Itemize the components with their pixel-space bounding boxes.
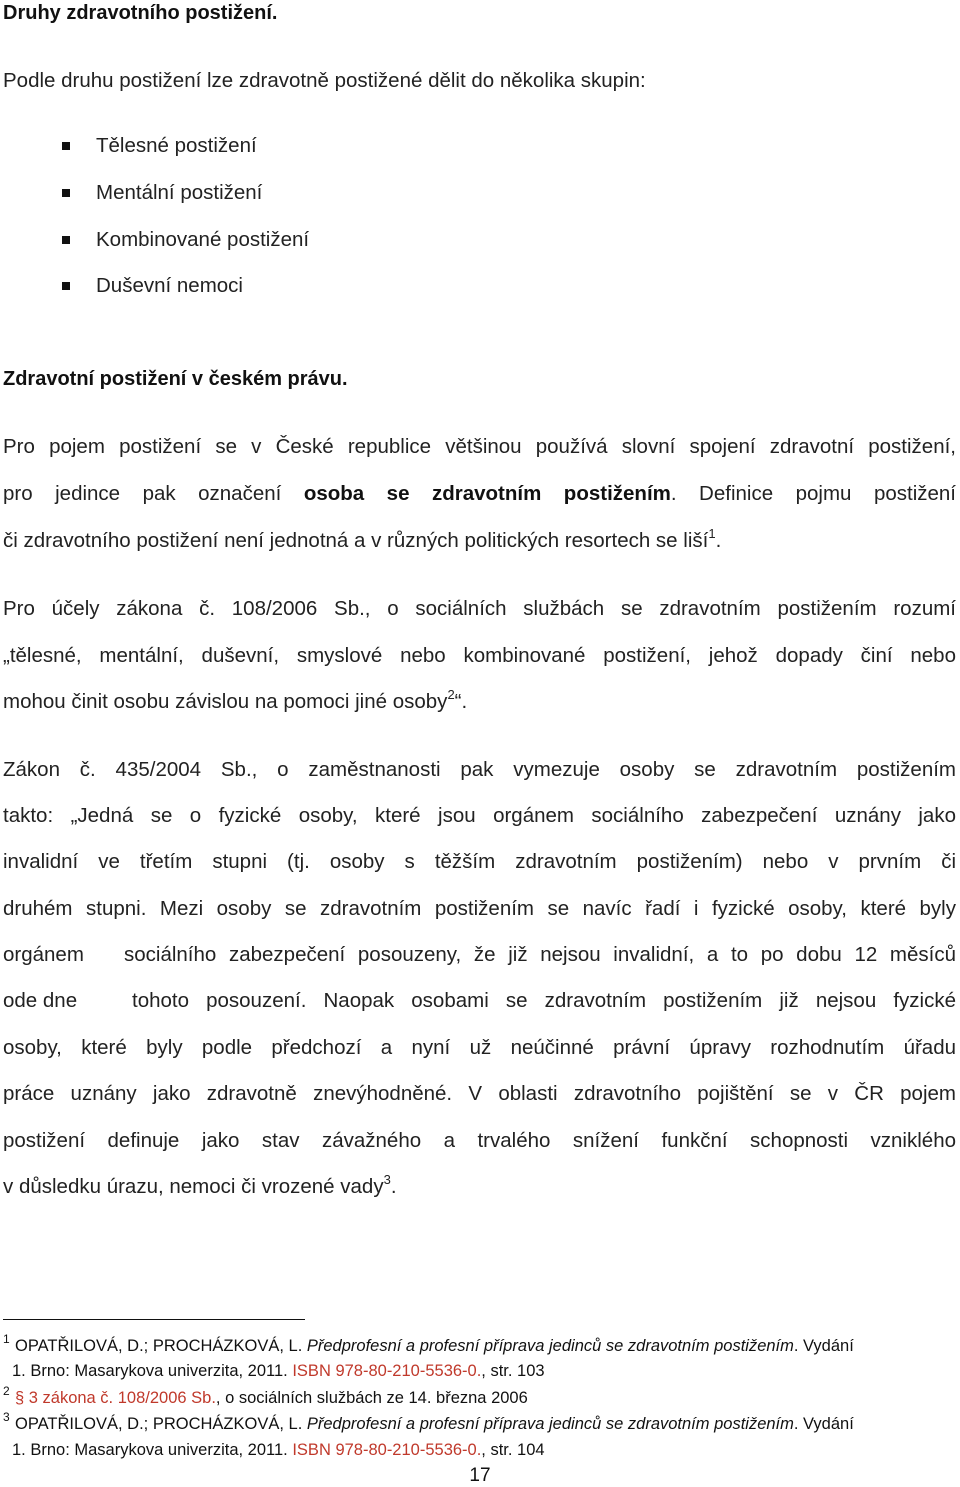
paragraph-3-line-3: invalidní ve třetím stupni (tj. osoby s těžším zdravotním postižením) nebo v prvním či (3, 850, 956, 873)
footnote-ref-1[interactable]: 1 (708, 526, 716, 541)
square-bullet-icon (62, 236, 70, 244)
footnote-ref-2[interactable]: 2 (447, 687, 455, 702)
paragraph-2-line-2: „tělesné, mentální, duševní, smyslové nebo kombinované postižení, jehož dopady činí nebo (3, 644, 956, 667)
footnote-ref-3[interactable]: 3 (383, 1172, 391, 1187)
paragraph-3-line-1: Zákon č. 435/2004 Sb., o zaměstnanosti pak vymezuje osoby se zdravotním postižením (3, 758, 956, 781)
isbn-link[interactable]: ISBN 978-80-210-5536-0. (292, 1441, 482, 1459)
footnote-separator (3, 1319, 305, 1320)
paragraph-3-line-7: osoby, které byly podle předchozí a nyní už neúčinné právní úpravy rozhodnutím úřadu (3, 1036, 956, 1059)
intro-paragraph: Podle druhu postižení lze zdravotně postižené dělit do několika skupin: (3, 69, 646, 92)
paragraph-3-line-6: ode dne tohoto posouzení. Naopak osobami se zdravotním postižením již nejsou fyzické (3, 989, 956, 1012)
paragraph-3-line-10: v důsledku úrazu, nemoci či vrozené vady$^3$. (3, 1172, 397, 1198)
square-bullet-icon (62, 142, 70, 150)
paragraph-3-line-9: postižení definuje jako stav závažného a trvalého snížení funkční schopnosti vzniklého (3, 1129, 956, 1152)
square-bullet-icon (62, 189, 70, 197)
heading-types-of-disability: Druhy zdravotního postižení. (3, 2, 278, 24)
list-item: Tělesné postižení (62, 133, 462, 159)
page-number: 17 (469, 1465, 491, 1486)
list-item: Kombinované postižení (62, 227, 462, 253)
list-item: Duševní nemoci (62, 273, 462, 299)
paragraph-2-line-1: Pro účely zákona č. 108/2006 Sb., o sociálních službách se zdravotním postižením rozumí (3, 597, 956, 620)
paragraph-3-line-4: druhém stupni. Mezi osoby se zdravotním postižením se navíc řadí i fyzické osoby, které byly (3, 897, 956, 920)
paragraph-3-line-2: takto: „Jedná se o fyzické osoby, které jsou orgánem sociálního zabezpečení uznány jako (3, 804, 956, 827)
paragraph-3-line-5: orgánem sociálního zabezpečení posouzeny, že již nejsou invalidní, a to po dobu 12 měsíců (3, 943, 956, 966)
paragraph-1-line-3: či zdravotního postižení není jednotná a v různých politických resortech se liší$^1$. (3, 526, 722, 552)
paragraph-1-line-1: Pro pojem postižení se v České republice většinou používá slovní spojení zdravotní postižení, (3, 435, 956, 458)
heading-czech-law: Zdravotní postižení v českém právu. (3, 368, 348, 390)
paragraph-2-line-3: mohou činit osobu závislou na pomoci jiné osoby$^2$“. (3, 687, 468, 713)
footnote-3-continued: 1. Brno: Masarykova univerzita, 2011. ISBN 978-80-210-5536-0., str. 104 (12, 1441, 545, 1459)
paragraph-1-line-2: pro jedince pak označení osoba se zdravotním postižením. Definice pojmu postižení (3, 482, 956, 505)
list-item: Mentální postižení (62, 180, 462, 206)
paragraph-3-line-8: práce uznány jako zdravotně znevýhodněné. V oblasti zdravotního pojištění se v ČR pojem (3, 1082, 956, 1105)
law-link[interactable]: § 3 zákona č. 108/2006 Sb. (15, 1389, 216, 1407)
isbn-link[interactable]: ISBN 978-80-210-5536-0. (292, 1362, 482, 1380)
square-bullet-icon (62, 282, 70, 290)
footnote-1-continued: 1. Brno: Masarykova univerzita, 2011. ISBN 978-80-210-5536-0., str. 103 (12, 1362, 545, 1380)
document-page: Druhy zdravotního postižení. Podle druhu postižení lze zdravotně postižené dělit do několika skupin: Tělesné postižení Mentální postižení Kombinované postižení Duševní nemoci Zdravotní postižení v českém právu. Pro pojem postižení se v České republice většinou používá slovní spojení zdravotní postižení, pro jedince pak označení osoba se zdravotním postižením. Definice pojmu postižení či zdravotního postižení není jednotná a v různých politických resortech se liší$^1$. Pro účely zákona č. 108/2006 Sb., o sociálních službách se zdravotním postižením rozumí „tělesné, mentální, duševní, smyslové nebo kombinované postižení, jehož dopady činí nebo mohou činit osobu závislou na pomoci jiné osoby$^2$“. Zákon č. 435/2004 Sb., o zaměstnanosti pak vymezuje osoby se zdravotním postižením takto: „Jedná se o fyzické osoby, které jsou orgánem sociálního zabezpečení uznány jako invalidní ve třetím stupni (tj. osoby s těžším zdravotním postižením) nebo v prvním či druhém stupni. Mezi osoby se zdravotním postižením se navíc řadí i fyzické osoby, které byly orgánem sociálního zabezpečení posouzeny, že již nejsou invalidní, a to po dobu 12 měsíců ode dne tohoto posouzení. Naopak osobami se zdravotním postižením již nejsou fyzické osoby, které byly podle předchozí a nyní už neúčinné právní úpravy rozhodnutím úřadu práce uznány jako zdravotně znevýhodněné. V oblasti zdravotního pojištění se v ČR pojem postižení definuje jako stav závažného a trvalého snížení funkční schopnosti vzniklého v důsledku úrazu, nemoci či vrozené vady$^3$. 1 OPATŘILOVÁ, D.; PROCHÁZKOVÁ, L. Předprofesní a profesní příprava jedinců se zdravotním postižením. Vydání 1. Brno: Masarykova univerzita, 2011. ISBN 978-80-210-5536-0., str. 103 2 § 3 zákona č. 108/2006 Sb., o sociálních službách ze 14. března 2006 3 OPATŘILOVÁ, D.; PROCHÁZKOVÁ, L. Předprofesní a profesní příprava jedinců se zdravotním postižením. Vydání 1. Brno: Masarykova univerzita, 2011. ISBN 978-80-210-5536-0., str. 104 17 (0, 0, 960, 1487)
